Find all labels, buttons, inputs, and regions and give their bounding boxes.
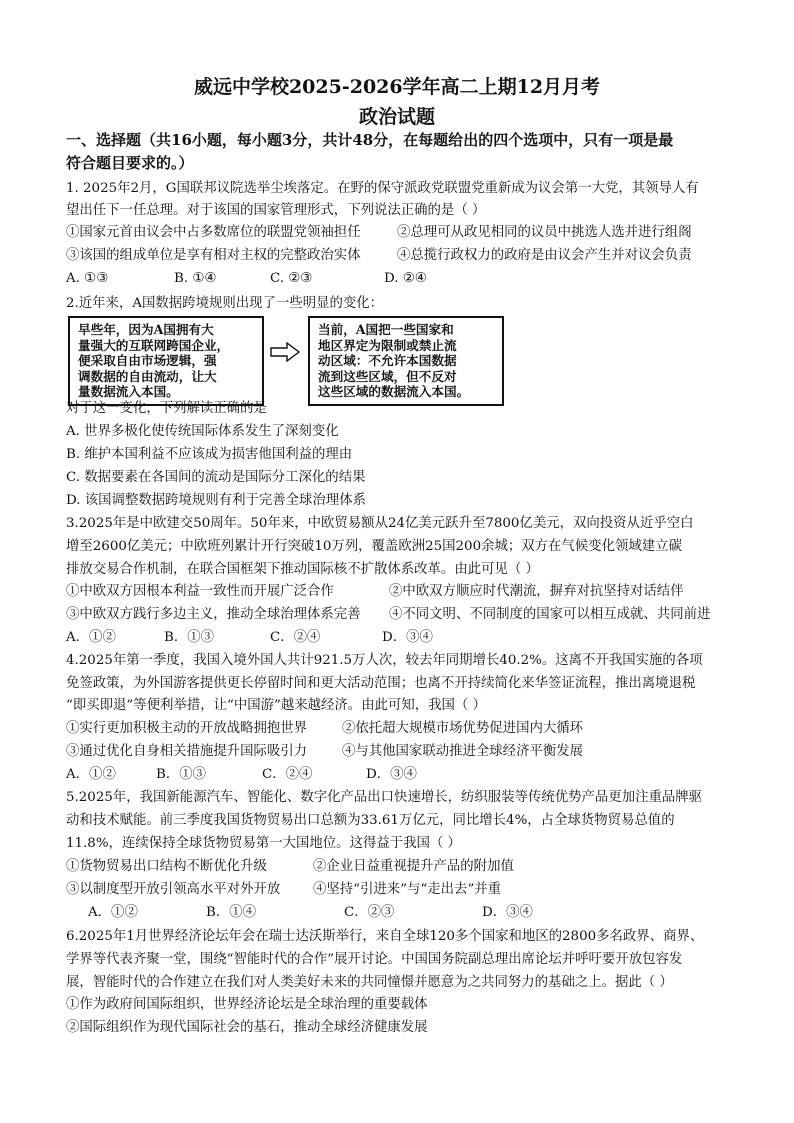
q4-statement-3: ③通过优化自身相关措施提升国际吸引力	[66, 744, 308, 759]
q3-stem-line2: 增至2600亿美元；中欧班列累计开行突破10万列，覆盖欧洲25国200余城；双方在气候变化领域建立碳	[66, 539, 682, 554]
q6-stem-line1: 6.2025年1月世界经济论坛年会在瑞士达沃斯举行，来自全球120多个国家和地区的2800多名政界、商界、	[66, 929, 704, 944]
q2-box-before-line: 调数据的自由流动，让大	[78, 368, 217, 384]
q2-box-before-line: 量数据流入本国。	[78, 384, 179, 400]
section-heading-line1: 一、选择题（共16小题，每小题3分，共计48分，在每题给出的四个选项中，只有一项是最	[66, 131, 674, 149]
q6-statement-2: ②国际组织作为现代国际社会的基石，推动全球经济健康发展	[66, 1020, 428, 1035]
q6-stem-line2: 学界等代表齐聚一堂，围绕“智能时代的合作”展开讨论。中国国务院副总理出席论坛并呼吁要开放包容发	[66, 952, 683, 967]
q5-stem-line1: 5.2025年，我国新能源汽车、智能化、数字化产品出口快速增长，纺织服装等传统优势产品更加注重品牌驱	[66, 790, 703, 805]
q1-options	[66, 270, 427, 288]
q3-option-a[interactable]: A．①②	[66, 630, 116, 645]
q5-stem-line2: 动和技术赋能。前三季度我国货物贸易出口总额为33.61万亿元，同比增长4%，占全球货物贸易总值的	[66, 813, 675, 828]
q5-statement-2: ②企业日益重视提升产品的附加值	[313, 859, 514, 874]
q1-stem-line2: 望出任下一任总理。对于该国的国家管理形式，下列说法正确的是（ ）	[66, 203, 486, 218]
q1-stem-line1: 1. 2025年2月，G国联邦议院选举尘埃落定。在野的保守派政党联盟党重新成为议会第一大党，其领导人有	[66, 181, 699, 196]
q3-option-b[interactable]: B．①③	[164, 630, 215, 645]
q2-box-after-line: 流到这些区域，但不反对	[318, 368, 457, 384]
q2-question: 对于这一变化，下列解读正确的是	[66, 401, 267, 416]
q2-box-after-line: 地区界定为限制或禁止流	[318, 337, 457, 353]
exam-title: 威远中学校2025-2026学年高二上期12月月考	[193, 76, 601, 98]
q4-statement-2: ②依托超大规模市场优势促进国内大循环	[342, 721, 584, 736]
section-heading-line2: 符合题目要求的。）	[66, 154, 194, 172]
q2-option-b[interactable]: B. 维护本国利益不应该成为损害他国利益的理由	[66, 447, 353, 462]
q5-option-a[interactable]: A．①②	[88, 905, 138, 920]
q5-statement-3: ③以制度型开放引领高水平对外开放	[66, 882, 281, 897]
q1-option-a[interactable]: A. ①③	[66, 271, 109, 286]
q1-option-b[interactable]: B. ①④	[174, 271, 217, 286]
q2-box-before-line: 便采取自由市场逻辑，强	[78, 353, 217, 369]
q1-option-c[interactable]: C. ②③	[270, 271, 313, 286]
q1-option-d[interactable]: D. ②④	[384, 271, 427, 286]
right-arrow-icon	[270, 342, 300, 362]
q3-stem-line1: 3.2025年是中欧建交50周年。50年来，中欧贸易额从24亿美元跃升至7800亿美元，双向投资从近乎空白	[66, 516, 694, 531]
q2-box-after-line: 当前，A国把一些国家和	[318, 322, 454, 337]
q3-statement-4: ④不同文明、不同制度的国家可以相互成就、共同前进	[389, 607, 711, 622]
q5-option-c[interactable]: C．②③	[344, 905, 395, 920]
q4-option-b[interactable]: B．①③	[156, 767, 207, 782]
q2-option-a[interactable]: A. 世界多极化使传统国际体系发生了深刻变化	[66, 424, 339, 439]
q2-box-after-line: 这些区域的数据流入本国。	[318, 384, 470, 400]
q3-statement-3: ③中欧双方践行多边主义，推动全球治理体系完善	[66, 607, 361, 622]
q3-statement-2: ②中欧双方顺应时代潮流，摒弃对抗坚持对话结伴	[389, 584, 684, 599]
q1-statement-2: ②总理可从政见相同的议员中挑选人选并进行组阁	[397, 225, 692, 240]
q5-option-d[interactable]: D．③④	[482, 905, 533, 920]
q2-option-d[interactable]: D. 该国调整数据跨境规则有利于完善全球治理体系	[66, 493, 366, 508]
q2-box-before	[68, 316, 264, 406]
q4-option-a[interactable]: A．①②	[66, 767, 116, 782]
q2-box-after-line: 动区域：不允许本国数据	[318, 353, 457, 369]
q2-box-before-line: 量强大的互联网跨国企业，	[78, 337, 230, 353]
q1-statement-1: ①国家元首由议会中占多数席位的联盟党领袖担任	[66, 225, 361, 240]
q2-box-after	[308, 316, 504, 406]
q5-option-b[interactable]: B．①④	[206, 905, 257, 920]
q3-statement-1: ①中欧双方因根本利益一致性而开展广泛合作	[66, 584, 334, 599]
q2-stem: 2.近年来，A国数据跨境规则出现了一些明显的变化：	[66, 296, 384, 311]
q5-statement-1: ①货物贸易出口结构不断优化升级	[66, 859, 267, 874]
q5-stem-line3: 11.8%，连续保持全球货物贸易第一大国地位。这得益于我国（ ）	[66, 836, 461, 851]
q6-stem-line3: 展，智能时代的合作建立在我们对人类美好未来的共同憧憬并愿意为之共同努力的基础之上。据此（ ）	[66, 975, 673, 990]
q3-options	[66, 629, 433, 647]
q4-options	[66, 766, 417, 784]
q4-stem-line2: 免签政策，为外国游客提供更长停留时间和更大活动范围；也离不开持续简化来华签证流程，推出离境退税	[66, 676, 696, 691]
q3-stem-line3: 排放交易合作机制，在联合国框架下推动国际核不扩散体系改革。由此可见（ ）	[66, 562, 539, 577]
q1-statement-3: ③该国的组成单位是享有相对主权的完整政治实体	[66, 248, 361, 263]
q4-option-d[interactable]: D．③④	[366, 767, 417, 782]
q2-box-before-line: 早些年，因为A国拥有大	[78, 322, 214, 337]
q6-statement-1: ①作为政府间国际组织，世界经济论坛是全球治理的重要载体	[66, 997, 428, 1012]
q5-statement-4: ④坚持“引进来”与“走出去”并重	[313, 882, 502, 897]
q4-statement-1: ①实行更加积极主动的开放战略拥抱世界	[66, 721, 308, 736]
q4-option-c[interactable]: C．②④	[262, 767, 313, 782]
q3-option-d[interactable]: D．③④	[382, 630, 433, 645]
exam-subtitle: 政治试题	[358, 106, 435, 128]
q1-statement-4: ④总揽行政权力的政府是由议会产生并对议会负责	[397, 248, 692, 263]
q4-statement-4: ④与其他国家联动推进全球经济平衡发展	[342, 744, 584, 759]
q3-option-c[interactable]: C．②④	[270, 630, 321, 645]
q5-options	[88, 904, 533, 922]
q4-stem-line1: 4.2025年第一季度，我国入境外国人共计921.5万人次，较去年同期增长40.2%。这离不开我国实施的各项	[66, 653, 703, 668]
q2-option-c[interactable]: C. 数据要素在各国间的流动是国际分工深化的结果	[66, 470, 366, 485]
q4-stem-line3: “即买即退”等便利举措，让“中国游”越来越经济。由此可知，我国（ ）	[66, 698, 486, 713]
